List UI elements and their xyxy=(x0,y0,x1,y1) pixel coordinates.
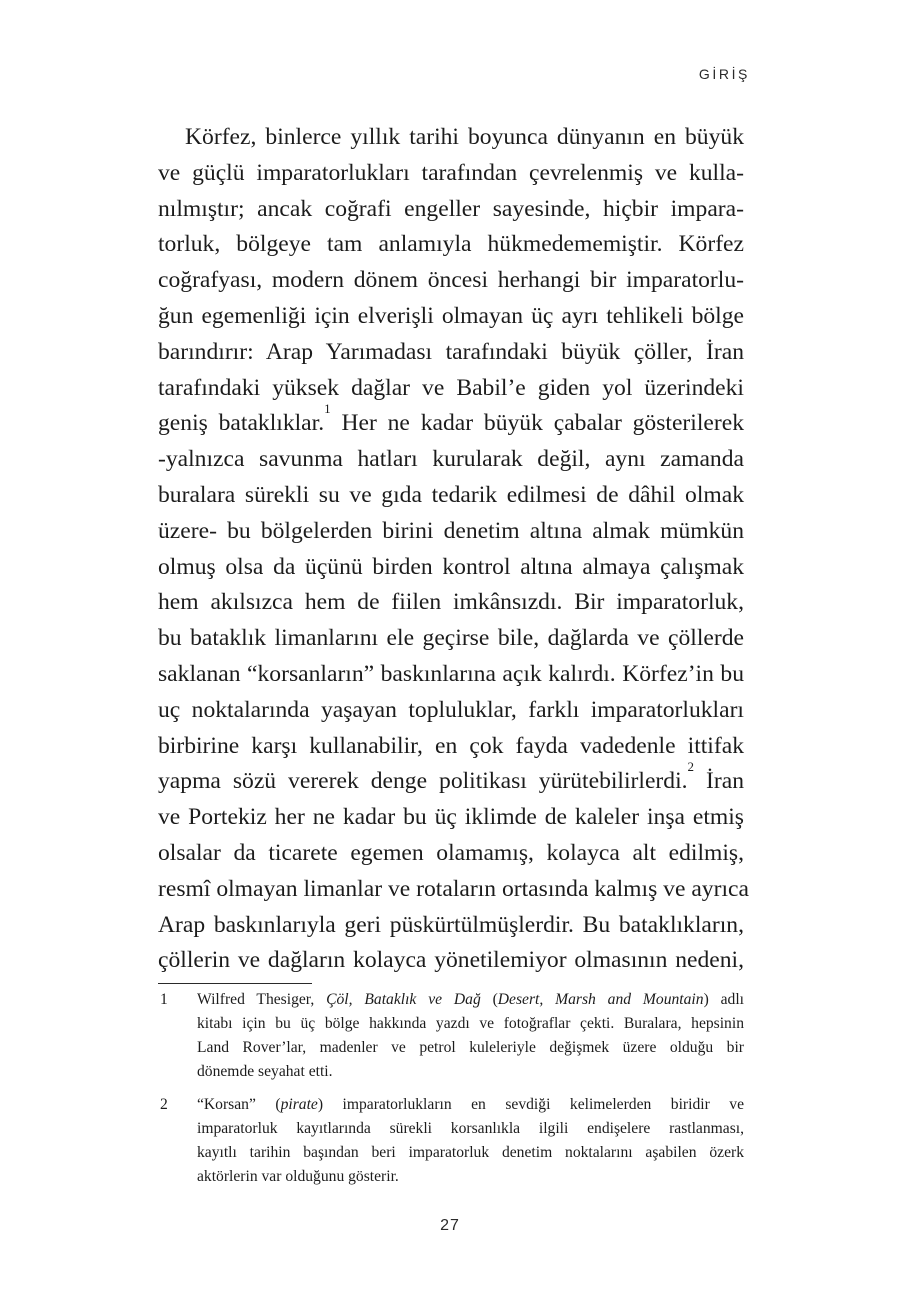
body-line: Arap baskınlarıyla geri püskürtülmüşlerdir. Bu bataklıkların, xyxy=(158,911,744,938)
body-line: nılmıştır; ancak coğrafi engeller sayesinde, hiçbir impara- xyxy=(158,195,744,222)
footnote-line: imparatorluk kayıtlarında sürekli korsanlıkla ilgili endişelere rastlanması, xyxy=(197,1120,744,1137)
body-text-span: geniş bataklıklar. xyxy=(158,410,325,437)
body-line: coğrafyası, modern dönem öncesi herhangi bir imparatorlu- xyxy=(158,267,744,294)
footnote-ref[interactable]: 1 xyxy=(324,401,331,417)
footnote-line: aktörlerin var olduğunu gösterir. xyxy=(197,1168,399,1185)
body-line: ğun egemenliği için elverişli olmayan üç ayrı tehlikeli bölge xyxy=(158,302,744,329)
body-line: uç noktalarında yaşayan topluluklar, farklı imparatorlukları xyxy=(158,696,744,723)
body-text-span: İran xyxy=(706,768,744,795)
body-text xyxy=(158,120,749,979)
footnote-number: 2 xyxy=(160,1096,168,1113)
body-line: saklanan “korsanların” baskınlarına açık kalırdı. Körfez’in bu xyxy=(158,660,744,687)
running-head: GİRİŞ xyxy=(698,66,750,82)
footnote-divider xyxy=(158,983,312,984)
footnote-2 xyxy=(158,1093,744,1189)
footnote-text: Wilfred Thesiger, xyxy=(197,991,327,1008)
body-line: Körfez, binlerce yıllık tarihi boyunca dünyanın en büyük xyxy=(185,124,744,150)
page-number: 27 xyxy=(440,1217,460,1234)
footnote-number: 1 xyxy=(160,991,168,1008)
body-line: ve güçlü imparatorlukları tarafından çevrelenmiş ve kulla- xyxy=(158,159,744,186)
footnote-1 xyxy=(158,988,744,1084)
body-line: üzere- bu bölgelerden birini denetim altına almak mümkün xyxy=(158,517,744,544)
footnotes xyxy=(158,988,744,1198)
body-line xyxy=(158,401,744,442)
body-line: olsalar da ticarete egemen olamamış, kolayca alt edilmiş, xyxy=(158,839,744,866)
footnote-text: ( xyxy=(480,991,498,1008)
body-line: -yalnızca savunma hatları kurularak değil, aynı zamanda xyxy=(158,446,744,473)
footnote-term: pirate xyxy=(280,1096,318,1113)
footnote-title-tr: Çöl, Bataklık ve Dağ xyxy=(326,991,481,1008)
body-line: birbirine karşı kullanabilir, en çok fayda vadedenle ittifak xyxy=(158,732,744,759)
footnote-line xyxy=(197,1093,744,1117)
body-text-span: Her ne kadar büyük çabalar gösterilerek xyxy=(341,410,744,437)
body-line: çöllerin ve dağların kolayca yönetilemiyor olmasının nedeni, xyxy=(158,947,744,974)
body-line: tarafındaki yüksek dağlar ve Babil’e giden yol üzerindeki xyxy=(158,374,744,401)
body-line: olmuş olsa da üçünü birden kontrol altına almaya çalışmak xyxy=(158,553,744,580)
body-line: hem akılsızca hem de fiilen imkânsızdı. Bir imparatorluk, xyxy=(158,589,744,616)
footnote-line xyxy=(197,988,744,1012)
body-line: resmî olmayan limanlar ve rotaların ortasında kalmış ve ayrıca xyxy=(158,875,749,902)
footnote-title-en: Desert, Marsh and Mountain xyxy=(497,991,704,1008)
body-line: bu bataklık limanlarını ele geçirse bile, dağlarda ve çöllerde xyxy=(158,625,744,652)
body-line: barındırır: Arap Yarımadası tarafındaki büyük çöller, İran xyxy=(158,338,744,365)
footnote-text: ) adlı xyxy=(703,991,745,1008)
footnote-text: “Korsan” ( xyxy=(197,1096,281,1113)
body-text-span: yapma sözü vererek denge politikası yürütebilirlerdi. xyxy=(158,768,688,795)
footnote-line: dönemde seyahat etti. xyxy=(197,1063,333,1080)
footnote-line: kayıtlı tarihin başından beri imparatorluk denetim noktalarını aşabilen özerk xyxy=(197,1144,744,1161)
body-line: ve Portekiz her ne kadar bu üç iklimde de kaleler inşa etmiş xyxy=(158,804,744,831)
footnote-ref[interactable]: 2 xyxy=(687,759,695,775)
footnote-line: Land Rover’lar, madenler ve petrol kuleleriyle değişmek üzere olduğu bir xyxy=(197,1039,744,1056)
body-line: buralara sürekli su ve gıda tedarik edilmesi de dâhil olmak xyxy=(158,481,744,508)
footnote-line: kitabı için bu üç bölge hakkında yazdı ve fotoğraflar çekti. Buralara, hepsinin xyxy=(197,1015,744,1032)
body-line xyxy=(158,759,744,800)
body-line: torluk, bölgeye tam anlamıyla hükmedememiştir. Körfez xyxy=(158,231,744,258)
footnote-text: ) imparatorlukların en sevdiği kelimelerden biridir ve xyxy=(317,1096,744,1113)
